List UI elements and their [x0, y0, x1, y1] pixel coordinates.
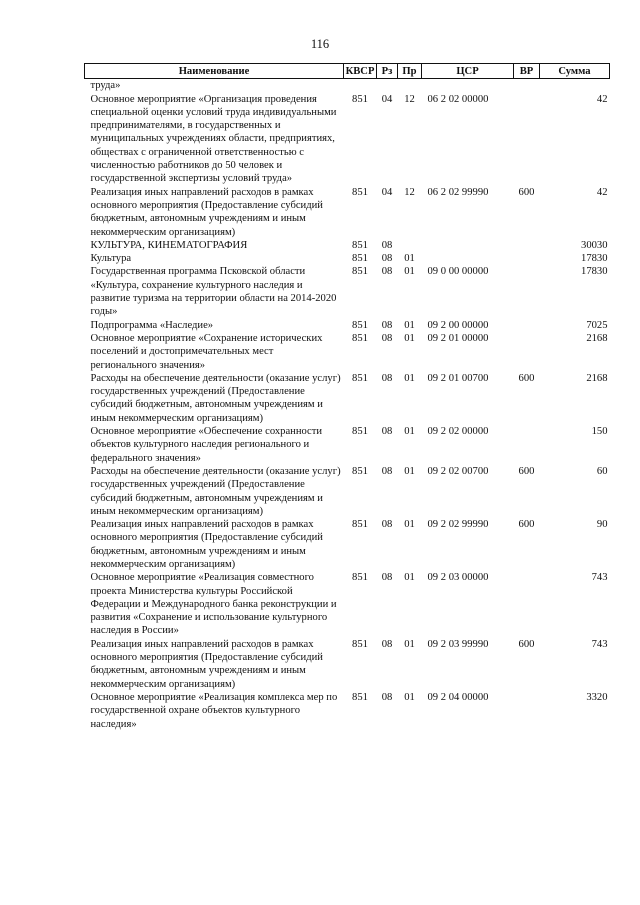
row-kvsr-cell: 851 [352, 319, 368, 331]
row-vr-cell [514, 332, 540, 372]
row-rz-cell: 08 [381, 239, 393, 251]
row-sum-cell: 60 [596, 465, 608, 477]
row-vr-cell [514, 425, 540, 465]
row-csr-cell: 09 2 02 99990 [427, 519, 489, 531]
table-header-row [85, 64, 610, 79]
row-sum-cell: 17830 [581, 253, 608, 265]
row-pr-cell [398, 239, 422, 252]
row-kvsr-cell: 851 [352, 519, 368, 531]
col-header-pr: Пр [398, 64, 422, 79]
row-pr-cell: 01 [404, 691, 415, 703]
table-row [85, 265, 610, 318]
row-csr-cell: 09 2 02 00000 [427, 426, 489, 438]
row-vr-cell [514, 265, 540, 318]
row-vr-cell [514, 239, 540, 252]
row-vr-cell [514, 93, 540, 186]
row-kvsr-cell: 851 [352, 638, 368, 650]
row-rz-cell: 04 [381, 186, 393, 198]
col-header-vr: ВР [514, 64, 540, 79]
table-row [85, 638, 610, 691]
row-pr-cell: 01 [404, 426, 415, 438]
row-vr-cell [514, 319, 540, 332]
row-kvsr-cell: 851 [352, 426, 368, 438]
row-name-cell: Реализация иных направлений расходов в рамках основного мероприятия (Предоставление субсидий бюджетным, автономным учреждениям и иным некоммерческим организациям) [90, 519, 323, 570]
row-vr-cell [514, 252, 540, 265]
row-pr-cell: 12 [404, 93, 415, 105]
row-name-cell: Реализация иных направлений расходов в рамках основного мероприятия (Предоставление субсидий бюджетным, автономным учреждениям и иным некоммерческим организациям) [90, 186, 323, 238]
row-rz-cell: 04 [381, 93, 393, 105]
table-row [85, 252, 610, 265]
row-sum-cell: 42 [596, 93, 608, 105]
table-row [85, 186, 610, 239]
table-row [85, 239, 610, 252]
table-row [85, 425, 610, 465]
row-kvsr-cell: 851 [352, 253, 368, 265]
row-csr-cell: 09 0 00 00000 [427, 266, 489, 278]
row-name-cell: Основное мероприятие «Сохранение исторических поселений и достопримечательных мест регионального значения» [90, 332, 323, 371]
table-row [85, 332, 610, 372]
table-row [85, 319, 610, 332]
row-rz-cell: 08 [381, 519, 393, 531]
row-name-cell: Государственная программа Псковской области «Культура, сохранение культурного наследия и развитие туризма на территории области на 2014-2020 годы» [90, 266, 337, 318]
row-rz-cell: 08 [381, 638, 393, 650]
row-name-cell: КУЛЬТУРА, КИНЕМАТОГРАФИЯ [90, 239, 248, 251]
row-csr-cell: 06 2 02 00000 [427, 93, 489, 105]
row-sum-cell: 17830 [581, 266, 608, 278]
row-name-cell: Расходы на обеспечение деятельности (оказание услуг) государственных учреждений (Предоставление субсидий бюджетным, автономным учреждениям и иным некоммерческим организациям) [90, 372, 341, 424]
table-row [85, 691, 610, 731]
col-header-csr: ЦСР [422, 64, 514, 79]
row-vr-cell [514, 571, 540, 637]
row-vr-cell: 600 [518, 186, 535, 198]
row-csr-cell: 09 2 01 00000 [427, 332, 489, 344]
row-name-cell: Культура [90, 253, 132, 265]
row-csr-cell [422, 239, 514, 252]
table-row [85, 372, 610, 425]
row-rz-cell: 08 [381, 426, 393, 438]
row-vr-cell [514, 691, 540, 731]
row-rz-cell: 08 [381, 253, 393, 265]
row-rz-cell: 08 [381, 372, 393, 384]
row-pr-cell: 01 [404, 253, 415, 265]
row-sum-cell: 7025 [586, 319, 608, 331]
row-name-cell: Основное мероприятие «Реализация комплекса мер по государственной охране объектов культурного наследия» [90, 691, 338, 730]
row-pr-cell: 12 [404, 186, 415, 198]
row-sum-cell: 2168 [586, 332, 608, 344]
row-sum-cell: 150 [591, 426, 608, 438]
col-header-name: Наименование [85, 64, 344, 79]
row-csr-cell: 09 2 03 99990 [427, 638, 489, 650]
row-sum-cell [540, 79, 610, 93]
row-pr-cell: 01 [404, 572, 415, 584]
row-sum-cell: 3320 [586, 691, 608, 703]
row-kvsr-cell: 851 [352, 332, 368, 344]
row-vr-cell: 600 [518, 519, 535, 531]
row-kvsr-cell: 851 [352, 372, 368, 384]
row-rz-cell: 08 [381, 266, 393, 278]
row-sum-cell: 90 [596, 519, 608, 531]
row-csr-cell: 09 2 02 00700 [427, 465, 489, 477]
row-vr-cell: 600 [518, 372, 535, 384]
row-sum-cell: 743 [591, 572, 608, 584]
table-row [85, 79, 610, 93]
row-pr-cell: 01 [404, 319, 415, 331]
table-row [85, 93, 610, 186]
page-number: 116 [310, 37, 330, 51]
budget-table [84, 63, 610, 731]
row-csr-cell: 09 2 00 00000 [427, 319, 489, 331]
row-name-cell: Реализация иных направлений расходов в рамках основного мероприятия (Предоставление субсидий бюджетным, автономным учреждениям и иным некоммерческим организациям) [90, 638, 323, 690]
row-sum-cell: 30030 [581, 239, 608, 251]
row-pr-cell: 01 [404, 332, 415, 344]
row-rz-cell: 08 [381, 332, 393, 344]
row-name-cell: Основное мероприятие «Обеспечение сохранности объектов культурного наследия регионального и федерального значения» [90, 426, 323, 464]
row-rz-cell: 08 [381, 691, 393, 703]
row-kvsr-cell: 851 [352, 239, 368, 251]
row-name-cell: Основное мероприятие «Реализация совместного проекта Министерства культуры Российской Федерации и Международного банка реконструкции и развития «Сохранение и использование культурного наследия в России» [90, 572, 337, 637]
row-kvsr-cell: 851 [352, 465, 368, 477]
col-header-sum: Сумма [540, 64, 610, 79]
row-pr-cell: 01 [404, 372, 415, 384]
row-csr-cell: 06 2 02 99990 [427, 186, 489, 198]
row-name-cell: Расходы на обеспечение деятельности (оказание услуг) государственных учреждений (Предоставление субсидий бюджетным, автономным учреждениям и иным некоммерческим организациям) [90, 465, 341, 517]
row-kvsr-cell: 851 [352, 186, 368, 198]
row-vr-cell: 600 [518, 638, 535, 650]
row-name-cell: Основное мероприятие «Организация проведения специальной оценки условий труда индивидуальными предпринимателями, в государственных и муниципальных учреждениях области, предприятиях, обществах с ограниченной ответственностью с численностью работников до 50 человек и государственной экспертизы условий труда» [90, 93, 337, 185]
row-sum-cell: 42 [596, 186, 608, 198]
row-vr-cell [514, 79, 540, 93]
row-pr-cell: 01 [404, 638, 415, 650]
row-csr-cell: 09 2 03 00000 [427, 572, 489, 584]
table-row [85, 571, 610, 637]
row-kvsr-cell [344, 79, 377, 93]
row-name-cell: Подпрограмма «Наследие» [90, 319, 214, 331]
row-kvsr-cell: 851 [352, 572, 368, 584]
row-pr-cell: 01 [404, 465, 415, 477]
row-rz-cell [377, 79, 398, 93]
row-kvsr-cell: 851 [352, 93, 368, 105]
row-pr-cell: 01 [404, 519, 415, 531]
col-header-kvsr: КВСР [344, 64, 377, 79]
row-name-cell: труда» [90, 80, 121, 92]
table-row [85, 465, 610, 518]
row-pr-cell: 01 [404, 266, 415, 278]
col-header-rz: Рз [377, 64, 398, 79]
row-rz-cell: 08 [381, 465, 393, 477]
row-kvsr-cell: 851 [352, 691, 368, 703]
row-pr-cell [398, 79, 422, 93]
row-sum-cell: 743 [591, 638, 608, 650]
row-csr-cell [422, 79, 514, 93]
row-kvsr-cell: 851 [352, 266, 368, 278]
row-csr-cell [422, 252, 514, 265]
row-sum-cell: 2168 [586, 372, 608, 384]
row-csr-cell: 09 2 04 00000 [427, 691, 489, 703]
table-body [85, 79, 610, 731]
row-vr-cell: 600 [518, 465, 535, 477]
row-csr-cell: 09 2 01 00700 [427, 372, 489, 384]
table-row [85, 518, 610, 571]
row-rz-cell: 08 [381, 319, 393, 331]
row-rz-cell: 08 [381, 572, 393, 584]
